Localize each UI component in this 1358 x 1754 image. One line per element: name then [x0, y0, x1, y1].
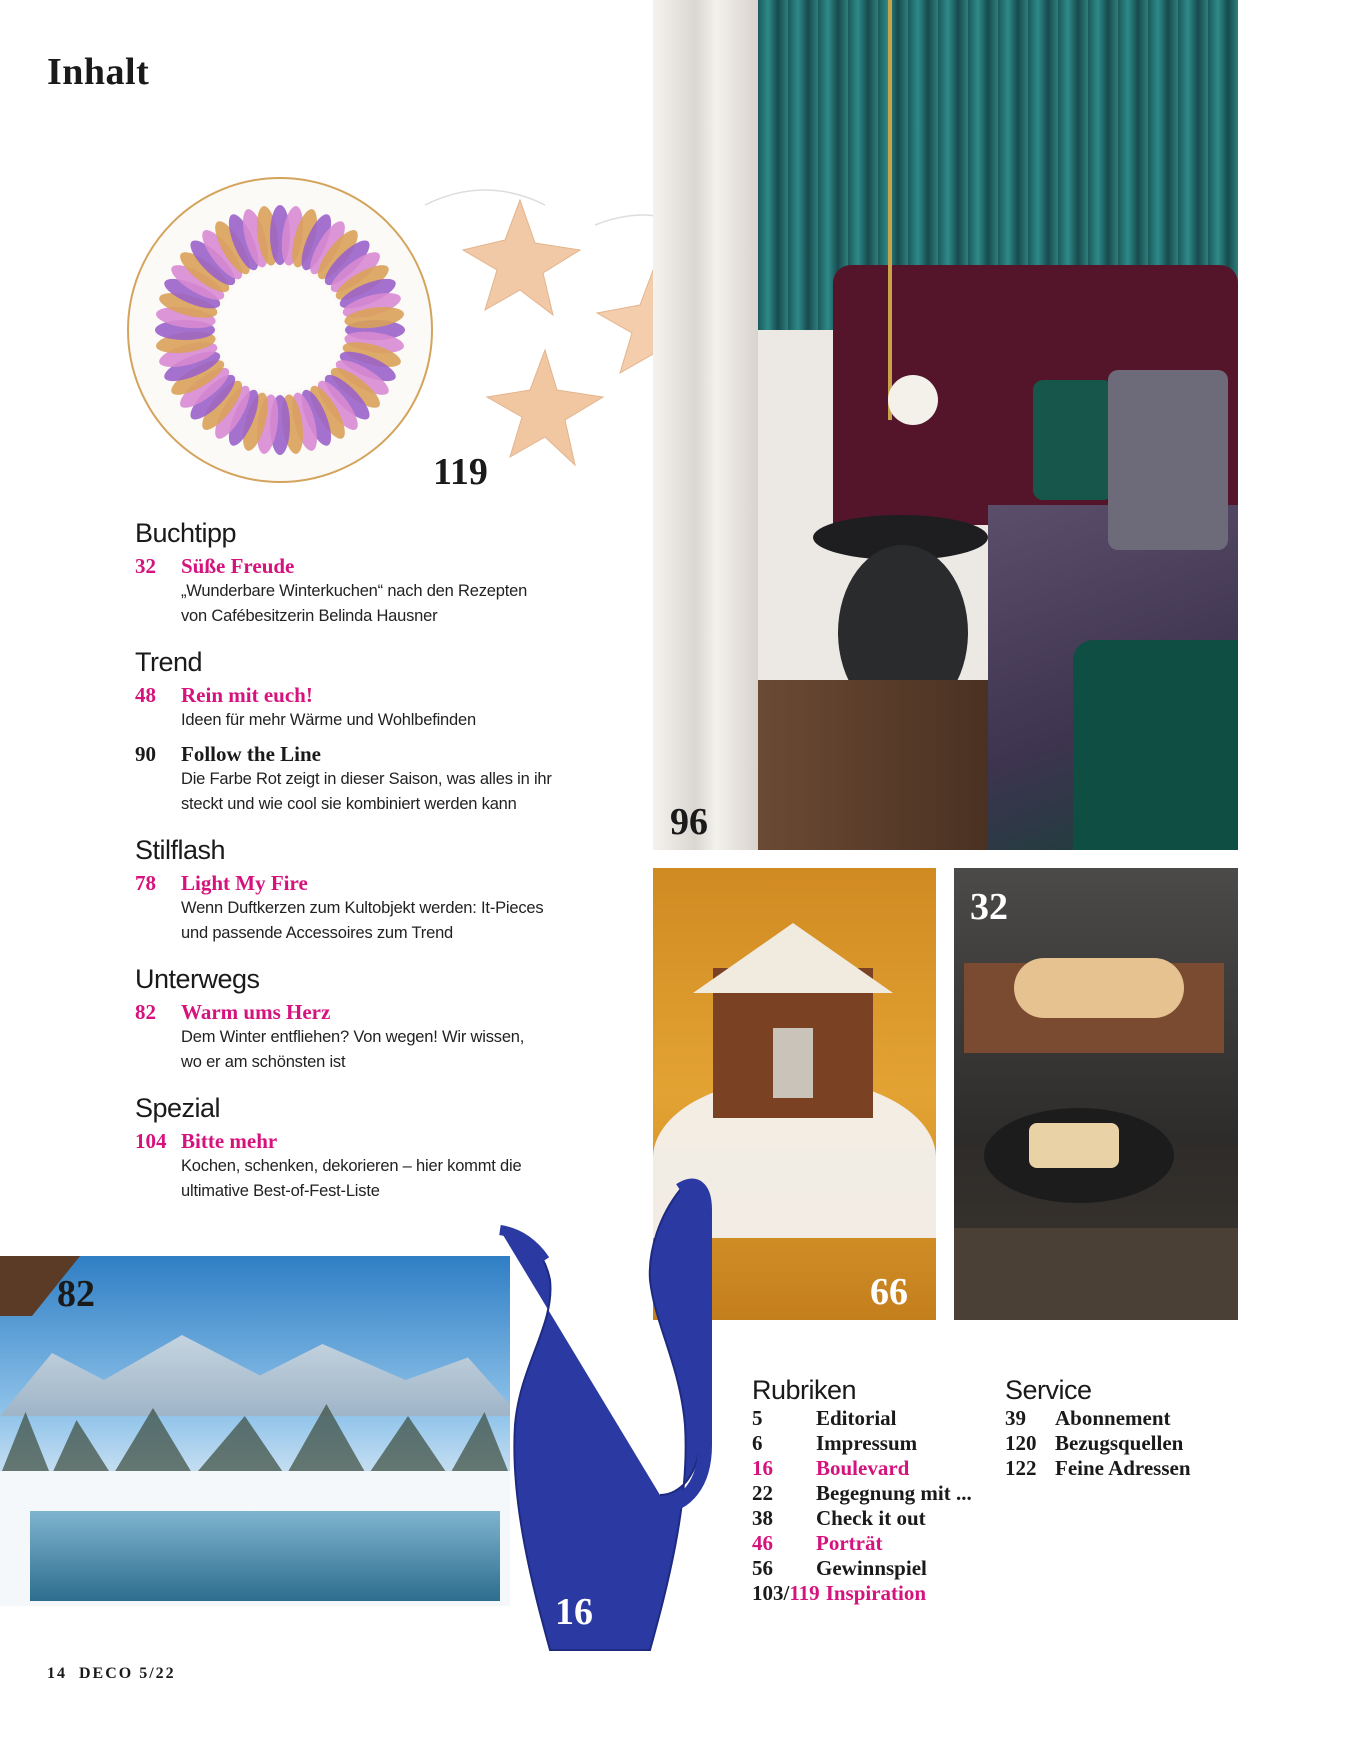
rubriken-item-page: 38: [752, 1506, 773, 1530]
entry-page-number: 32: [135, 554, 156, 578]
entry-title: Rein mit euch!: [181, 683, 313, 707]
bedroom-photo: [653, 0, 1238, 850]
toc-entry[interactable]: [135, 1128, 605, 1204]
rubriken-item[interactable]: [752, 1431, 1012, 1456]
service-item[interactable]: [1005, 1431, 1235, 1456]
rubriken-heading: Rubriken: [752, 1375, 857, 1405]
service-item-title: Feine Adressen: [1055, 1456, 1191, 1480]
section-heading: Buchtipp: [135, 518, 237, 548]
rubriken-item-page: 103/: [752, 1581, 790, 1605]
toc-entry[interactable]: [135, 870, 605, 946]
rubriken-item[interactable]: [752, 1506, 1012, 1531]
service-heading: Service: [1005, 1375, 1092, 1405]
rubriken-item-title: Editorial: [816, 1406, 897, 1430]
rubriken-item-page: 46: [752, 1531, 773, 1555]
entry-description-line: von Cafébesitzerin Belinda Hausner: [181, 607, 438, 625]
page-title: Inhalt: [47, 51, 150, 93]
plate-page-number: 119: [433, 451, 488, 493]
section-heading: Stilflash: [135, 835, 226, 865]
rubriken-item-page: 5: [752, 1406, 763, 1430]
entry-description-line: steckt und wie cool sie kombiniert werden kann: [181, 795, 517, 813]
rubriken-item[interactable]: [752, 1481, 1012, 1506]
toc-section-spezial: [135, 1093, 605, 1204]
rubriken-item-page: 16: [752, 1456, 773, 1480]
rubriken-item[interactable]: [752, 1556, 1012, 1581]
service-list: [1005, 1406, 1235, 1481]
rubriken-item-title: Impressum: [816, 1431, 918, 1455]
entry-description-line: Die Farbe Rot zeigt in dieser Saison, was alles in ihr: [181, 770, 552, 788]
rubriken-list: [752, 1406, 1012, 1581]
rubriken-item-title: Gewinnspiel: [816, 1556, 927, 1580]
entry-description-line: „Wunderbare Winterkuchen“ nach den Rezepten: [181, 582, 528, 600]
rubriken-item-page: 56: [752, 1556, 773, 1580]
entry-description-line: Wenn Duftkerzen zum Kultobjekt werden: It-Pieces: [181, 899, 544, 917]
entry-page-number: 90: [135, 742, 156, 766]
service-block: [1005, 1375, 1235, 1481]
toc-entry[interactable]: [135, 553, 605, 629]
toc-section-buchtipp: [135, 518, 605, 629]
toc-entry[interactable]: [135, 999, 605, 1075]
toc-section-trend: [135, 647, 605, 817]
rubriken-item-inspiration[interactable]: [752, 1581, 1012, 1606]
rubriken-item[interactable]: [752, 1456, 1012, 1481]
service-item[interactable]: [1005, 1456, 1235, 1481]
vase-page-number: 16: [555, 1591, 593, 1633]
toc-section-unterwegs: [135, 964, 605, 1075]
gingerbread-page-number: 66: [870, 1271, 908, 1313]
entry-title: Warm ums Herz: [181, 1000, 331, 1024]
toc-entry[interactable]: [135, 741, 605, 817]
entry-page-number: 48: [135, 683, 156, 707]
cake-photo: [954, 868, 1238, 1320]
cake-page-number: 32: [970, 886, 1008, 928]
section-heading: Spezial: [135, 1093, 221, 1123]
entry-page-number: 104: [135, 1129, 167, 1153]
service-item-title: Bezugsquellen: [1055, 1431, 1184, 1455]
toc-section-stilflash: [135, 835, 605, 946]
rubriken-item[interactable]: [752, 1406, 1012, 1431]
entry-description-line: und passende Accessoires zum Trend: [181, 924, 454, 942]
entry-description-line: Kochen, schenken, dekorieren – hier kommt die: [181, 1157, 522, 1175]
rubriken-item-title: Boulevard: [816, 1456, 910, 1480]
entry-page-number: 82: [135, 1000, 156, 1024]
rubriken-item-page-highlight: 119: [789, 1581, 820, 1605]
entry-description-line: Dem Winter entfliehen? Von wegen! Wir wissen,: [181, 1028, 525, 1046]
rubriken-item-title: Porträt: [816, 1531, 883, 1555]
rubriken-item-title: Begegnung mit ...: [816, 1481, 972, 1505]
section-heading: Unterwegs: [135, 964, 260, 994]
rubriken-item-page: 22: [752, 1481, 773, 1505]
toc-sections: [135, 518, 605, 1222]
service-item[interactable]: [1005, 1406, 1235, 1431]
entry-description-line: wo er am schönsten ist: [181, 1053, 346, 1071]
entry-title: Light My Fire: [181, 871, 308, 895]
entry-description-line: ultimative Best-of-Fest-Liste: [181, 1182, 380, 1200]
page-footer: 14 DECO 5/22: [47, 1665, 176, 1682]
service-item-page: 122: [1005, 1456, 1037, 1480]
rubriken-item-title: Inspiration: [825, 1581, 927, 1605]
toc-entry[interactable]: [135, 682, 605, 733]
service-item-title: Abonnement: [1055, 1406, 1171, 1430]
winter-page-number: 82: [57, 1273, 95, 1315]
rubriken-item-title: Check it out: [816, 1506, 926, 1530]
service-item-page: 120: [1005, 1431, 1037, 1455]
rubriken-item[interactable]: [752, 1531, 1012, 1556]
service-item-page: 39: [1005, 1406, 1026, 1430]
blue-vase-image: [490, 1175, 730, 1655]
rubriken-block: [752, 1375, 1012, 1606]
entry-title: Follow the Line: [181, 742, 321, 766]
entry-title: Bitte mehr: [181, 1129, 278, 1153]
entry-title: Süße Freude: [181, 554, 295, 578]
entry-description-line: Ideen für mehr Wärme und Wohlbefinden: [181, 711, 476, 729]
section-heading: Trend: [135, 647, 203, 677]
rubriken-item-page: 6: [752, 1431, 763, 1455]
bedroom-page-number: 96: [670, 801, 708, 843]
entry-page-number: 78: [135, 871, 156, 895]
